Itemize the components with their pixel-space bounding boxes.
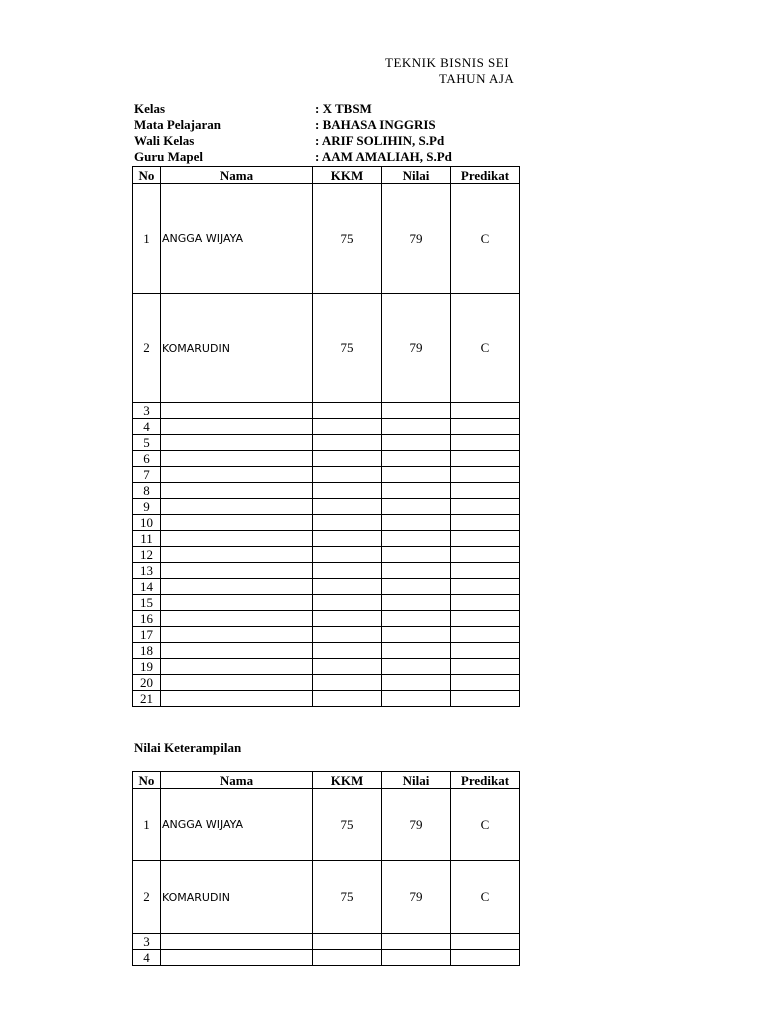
info-value: : ARIF SOLIHIN, S.Pd [315, 133, 445, 148]
cell-kkm [313, 531, 382, 547]
cell-no: 19 [133, 659, 161, 675]
cell-no: 7 [133, 467, 161, 483]
cell-predikat [451, 483, 520, 499]
cell-kkm: 75 [313, 789, 382, 861]
col-header-no: No [133, 167, 161, 184]
cell-kkm [313, 643, 382, 659]
cell-nilai [382, 627, 451, 643]
grades-table-knowledge [132, 166, 520, 707]
cell-predikat [451, 563, 520, 579]
table-header-row [133, 772, 520, 789]
table-row [133, 675, 520, 691]
cell-kkm [313, 451, 382, 467]
cell-no: 9 [133, 499, 161, 515]
cell-predikat [451, 403, 520, 419]
cell-nama [161, 675, 313, 691]
cell-predikat [451, 451, 520, 467]
cell-no: 1 [133, 789, 161, 861]
cell-no: 15 [133, 595, 161, 611]
cell-predikat [451, 595, 520, 611]
cell-nilai [382, 595, 451, 611]
table-row [133, 294, 520, 403]
cell-nama [161, 691, 313, 707]
cell-kkm [313, 627, 382, 643]
table-row [133, 467, 520, 483]
table-row [133, 531, 520, 547]
cell-no: 4 [133, 950, 161, 966]
cell-kkm [313, 403, 382, 419]
cell-predikat [451, 643, 520, 659]
cell-kkm [313, 595, 382, 611]
col-header-nama: Nama [161, 772, 313, 789]
info-label: Mata Pelajaran [134, 117, 222, 132]
cell-no: 17 [133, 627, 161, 643]
table-row [133, 861, 520, 934]
cell-nama [161, 499, 313, 515]
cell-kkm [313, 499, 382, 515]
cell-kkm [313, 467, 382, 483]
table-row [133, 419, 520, 435]
cell-predikat [451, 531, 520, 547]
col-header-predikat: Predikat [451, 772, 520, 789]
cell-predikat [451, 515, 520, 531]
cell-nilai [382, 547, 451, 563]
cell-no: 4 [133, 419, 161, 435]
cell-no: 3 [133, 934, 161, 950]
table-row [133, 435, 520, 451]
cell-predikat [451, 627, 520, 643]
cell-kkm [313, 563, 382, 579]
cell-nilai [382, 659, 451, 675]
cell-nilai: 79 [382, 294, 451, 403]
cell-nama [161, 579, 313, 595]
cell-predikat [451, 611, 520, 627]
col-header-predikat: Predikat [451, 167, 520, 184]
cell-no: 18 [133, 643, 161, 659]
table-row [133, 691, 520, 707]
cell-nilai [382, 934, 451, 950]
cell-no: 10 [133, 515, 161, 531]
cell-nama [161, 595, 313, 611]
table-row [133, 789, 520, 861]
cell-nilai [382, 483, 451, 499]
col-header-no: No [133, 772, 161, 789]
academic-year: TAHUN AJA [439, 71, 515, 86]
cell-nilai [382, 419, 451, 435]
cell-no: 8 [133, 483, 161, 499]
cell-no: 1 [133, 184, 161, 294]
cell-nama [161, 659, 313, 675]
cell-kkm [313, 419, 382, 435]
cell-predikat [451, 435, 520, 451]
cell-no: 16 [133, 611, 161, 627]
cell-predikat [451, 499, 520, 515]
col-header-kkm: KKM [313, 167, 382, 184]
table-row [133, 451, 520, 467]
cell-nama [161, 451, 313, 467]
cell-nama: ANGGA WIJAYA [161, 789, 313, 861]
cell-kkm [313, 515, 382, 531]
cell-nama: KOMARUDIN [161, 294, 313, 403]
cell-nilai [382, 403, 451, 419]
cell-nama [161, 419, 313, 435]
cell-nama [161, 435, 313, 451]
table-row [133, 563, 520, 579]
cell-predikat [451, 691, 520, 707]
cell-nama [161, 563, 313, 579]
section-title-skills: Nilai Keterampilan [134, 740, 242, 755]
table-row [133, 483, 520, 499]
table-row [133, 403, 520, 419]
col-header-nilai: Nilai [382, 772, 451, 789]
cell-nama: ANGGA WIJAYA [161, 184, 313, 294]
table-row [133, 659, 520, 675]
cell-kkm: 75 [313, 861, 382, 934]
cell-no: 3 [133, 403, 161, 419]
cell-kkm [313, 435, 382, 451]
cell-nilai: 79 [382, 184, 451, 294]
table-row [133, 499, 520, 515]
cell-kkm [313, 691, 382, 707]
cell-nama [161, 483, 313, 499]
cell-nama [161, 643, 313, 659]
cell-predikat [451, 419, 520, 435]
table-row [133, 611, 520, 627]
cell-nama [161, 934, 313, 950]
col-header-nama: Nama [161, 167, 313, 184]
col-header-nilai: Nilai [382, 167, 451, 184]
cell-nama [161, 950, 313, 966]
table-row [133, 579, 520, 595]
cell-nilai: 79 [382, 861, 451, 934]
cell-no: 11 [133, 531, 161, 547]
cell-no: 5 [133, 435, 161, 451]
cell-no: 2 [133, 861, 161, 934]
cell-kkm [313, 659, 382, 675]
cell-nama [161, 515, 313, 531]
info-value: : X TBSM [315, 101, 372, 116]
cell-kkm [313, 950, 382, 966]
table-row [133, 547, 520, 563]
cell-nilai [382, 435, 451, 451]
info-value: : AAM AMALIAH, S.Pd [315, 149, 452, 164]
cell-kkm [313, 675, 382, 691]
cell-kkm [313, 579, 382, 595]
cell-nilai [382, 515, 451, 531]
cell-kkm: 75 [313, 184, 382, 294]
cell-nama [161, 547, 313, 563]
cell-predikat [451, 675, 520, 691]
col-header-kkm: KKM [313, 772, 382, 789]
cell-predikat: C [451, 789, 520, 861]
cell-predikat [451, 579, 520, 595]
cell-nilai [382, 531, 451, 547]
cell-no: 20 [133, 675, 161, 691]
cell-predikat [451, 547, 520, 563]
grades-table-skills [132, 771, 520, 966]
cell-nama [161, 627, 313, 643]
cell-nama: KOMARUDIN [161, 861, 313, 934]
cell-kkm [313, 547, 382, 563]
table-row [133, 934, 520, 950]
cell-kkm: 75 [313, 294, 382, 403]
cell-nilai [382, 467, 451, 483]
cell-no: 12 [133, 547, 161, 563]
cell-nama [161, 611, 313, 627]
table-header-row [133, 167, 520, 184]
cell-predikat: C [451, 861, 520, 934]
cell-predikat [451, 659, 520, 675]
cell-no: 13 [133, 563, 161, 579]
cell-nilai [382, 611, 451, 627]
cell-nilai [382, 563, 451, 579]
school-name: TEKNIK BISNIS SEI [385, 55, 510, 70]
cell-no: 6 [133, 451, 161, 467]
cell-nilai [382, 451, 451, 467]
info-label: Kelas [134, 101, 166, 116]
cell-nilai [382, 499, 451, 515]
table-row [133, 595, 520, 611]
cell-nilai: 79 [382, 789, 451, 861]
cell-nilai [382, 675, 451, 691]
cell-predikat [451, 934, 520, 950]
table-row [133, 515, 520, 531]
cell-no: 2 [133, 294, 161, 403]
cell-nilai [382, 950, 451, 966]
cell-predikat: C [451, 184, 520, 294]
cell-kkm [313, 611, 382, 627]
cell-nama [161, 403, 313, 419]
cell-nilai [382, 691, 451, 707]
cell-nama [161, 467, 313, 483]
cell-no: 14 [133, 579, 161, 595]
cell-nilai [382, 643, 451, 659]
cell-no: 21 [133, 691, 161, 707]
table-row [133, 643, 520, 659]
info-label: Wali Kelas [134, 133, 195, 148]
table-row [133, 627, 520, 643]
cell-nilai [382, 579, 451, 595]
cell-kkm [313, 483, 382, 499]
cell-predikat [451, 950, 520, 966]
info-label: Guru Mapel [134, 149, 203, 164]
cell-nama [161, 531, 313, 547]
table-row [133, 184, 520, 294]
cell-predikat [451, 467, 520, 483]
cell-predikat: C [451, 294, 520, 403]
cell-kkm [313, 934, 382, 950]
info-value: : BAHASA INGGRIS [315, 117, 436, 132]
table-row [133, 950, 520, 966]
